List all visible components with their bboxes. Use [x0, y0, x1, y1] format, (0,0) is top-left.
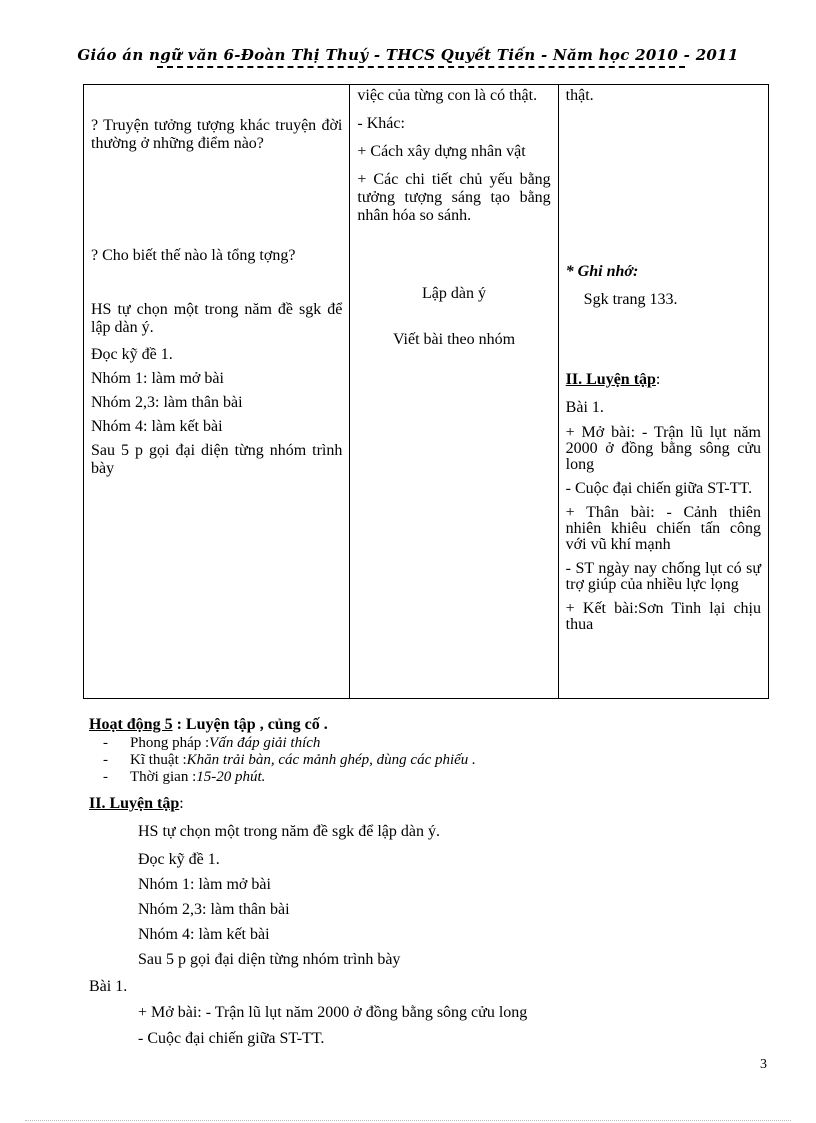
answer-3: + Cách xây dựng nhân vật [357, 143, 526, 160]
memo-ref: Sgk trang 133. [583, 291, 678, 308]
opening-line: + Mở bài: - Trận lũ lụt năm 2000 ở đồng bằng sông cửu long [138, 1004, 528, 1021]
practice-heading-title: II. Luyện tập [89, 795, 180, 812]
group-2-3: Nhóm 2,3: làm thân bài [91, 394, 243, 411]
exercise-label: Bài 1. [89, 978, 128, 995]
exercise-1: Bài 1. [565, 399, 604, 416]
practice-line: Sau 5 p gọi đại diện từng nhóm trình bày [138, 951, 401, 968]
method-value: Vấn đáp giải thích [209, 735, 321, 751]
activity-subtitle: : Luyện tập , củng cố . [172, 716, 328, 733]
battle-line: - Cuộc đại chiến giữa ST-TT. [138, 1030, 325, 1047]
list-item: - Phong pháp : Vấn đáp giải thích [103, 735, 321, 751]
practice-line: Nhóm 2,3: làm thân bài [138, 901, 290, 918]
conclusion: + Kết bài:Sơn Tinh lại chịu thua [565, 600, 761, 633]
time-value: 15-20 phút. [196, 769, 266, 785]
task-instruction: HS tự chọn một trong năm đề sgk để lập dàn ý. [91, 301, 343, 336]
question-2: ? Cho biết thế nào là tổng tợng? [91, 247, 296, 264]
memo-heading [566, 263, 761, 281]
practice-line: Nhóm 4: làm kết bài [138, 926, 270, 943]
content-column [558, 85, 768, 699]
method-label: Phong pháp : [130, 735, 210, 751]
technique-label: Kĩ thuật : [130, 752, 187, 768]
battle: - Cuộc đại chiến giữa ST-TT. [565, 480, 753, 497]
read-topic: Đọc kỹ đề 1. [91, 346, 173, 363]
memo-star: * [565, 263, 578, 280]
content-1: thật. [565, 87, 594, 104]
activity-title: Hoạt động 5 [89, 716, 173, 733]
modern-st: - ST ngày nay chống lụt có sự trợ giúp của nhiều lực lọng [565, 560, 761, 593]
header-divider [157, 66, 685, 68]
student-column [350, 85, 558, 699]
answer-4: + Các chi tiết chủ yếu bằng tưởng tượng sáng tạo bằng nhân hóa so sánh. [357, 171, 551, 224]
technique-value: Khăn trải bàn, các mảnh ghép, dùng các phiếu . [186, 752, 476, 768]
activity-heading [89, 716, 328, 734]
practice-line: HS tự chọn một trong năm đề sgk để lập dàn ý. [138, 823, 440, 840]
answer-1: việc của từng con là có thật. [357, 87, 538, 104]
outline-label: Lập dàn ý [422, 285, 487, 302]
list-item: - Kĩ thuật : Khăn trải bàn, các mảnh ghép, dùng các phiếu . [103, 752, 476, 768]
question-1: ? Truyện tưởng tượng khác truyện đời thường ở những điểm nào? [91, 117, 343, 152]
page-header: Giáo án ngữ văn 6-Đoàn Thị Thuý - THCS Quyết Tiến - Năm học 2010 - 2011 [77, 46, 739, 64]
time-label: Thời gian : [130, 769, 197, 785]
practice-line: Đọc kỹ đề 1. [138, 851, 220, 868]
list-item: - Thời gian : 15-20 phút. [103, 769, 266, 785]
practice-line: Nhóm 1: làm mở bài [138, 876, 271, 893]
practice-heading-cell [566, 371, 761, 389]
practice-heading-colon: : [179, 795, 184, 812]
teacher-column [84, 85, 350, 699]
page-bottom-border [25, 1120, 791, 1121]
activity-list [103, 735, 476, 786]
group-4: Nhóm 4: làm kết bài [91, 418, 223, 435]
practice-heading [89, 795, 184, 813]
memo-label: Ghi nhớ: [577, 263, 639, 280]
group-writing-label: Viết bài theo nhóm [392, 331, 516, 348]
page-number: 3 [760, 1057, 767, 1072]
opening: + Mở bài: - Trận lũ lụt năm 2000 ở đồng bằng sông cửu long [565, 424, 761, 473]
practice-colon: : [655, 371, 661, 388]
practice-title: II. Luyện tập [565, 371, 656, 388]
body: + Thân bài: - Cảnh thiên nhiên khiêu chiến tấn công với vũ khí mạnh [565, 504, 761, 553]
answer-2: - Khác: [357, 115, 405, 132]
group-1: Nhóm 1: làm mở bài [91, 370, 224, 387]
presentation-note: Sau 5 p gọi đại diện từng nhóm trình bày [91, 442, 343, 477]
lesson-table [83, 84, 769, 699]
